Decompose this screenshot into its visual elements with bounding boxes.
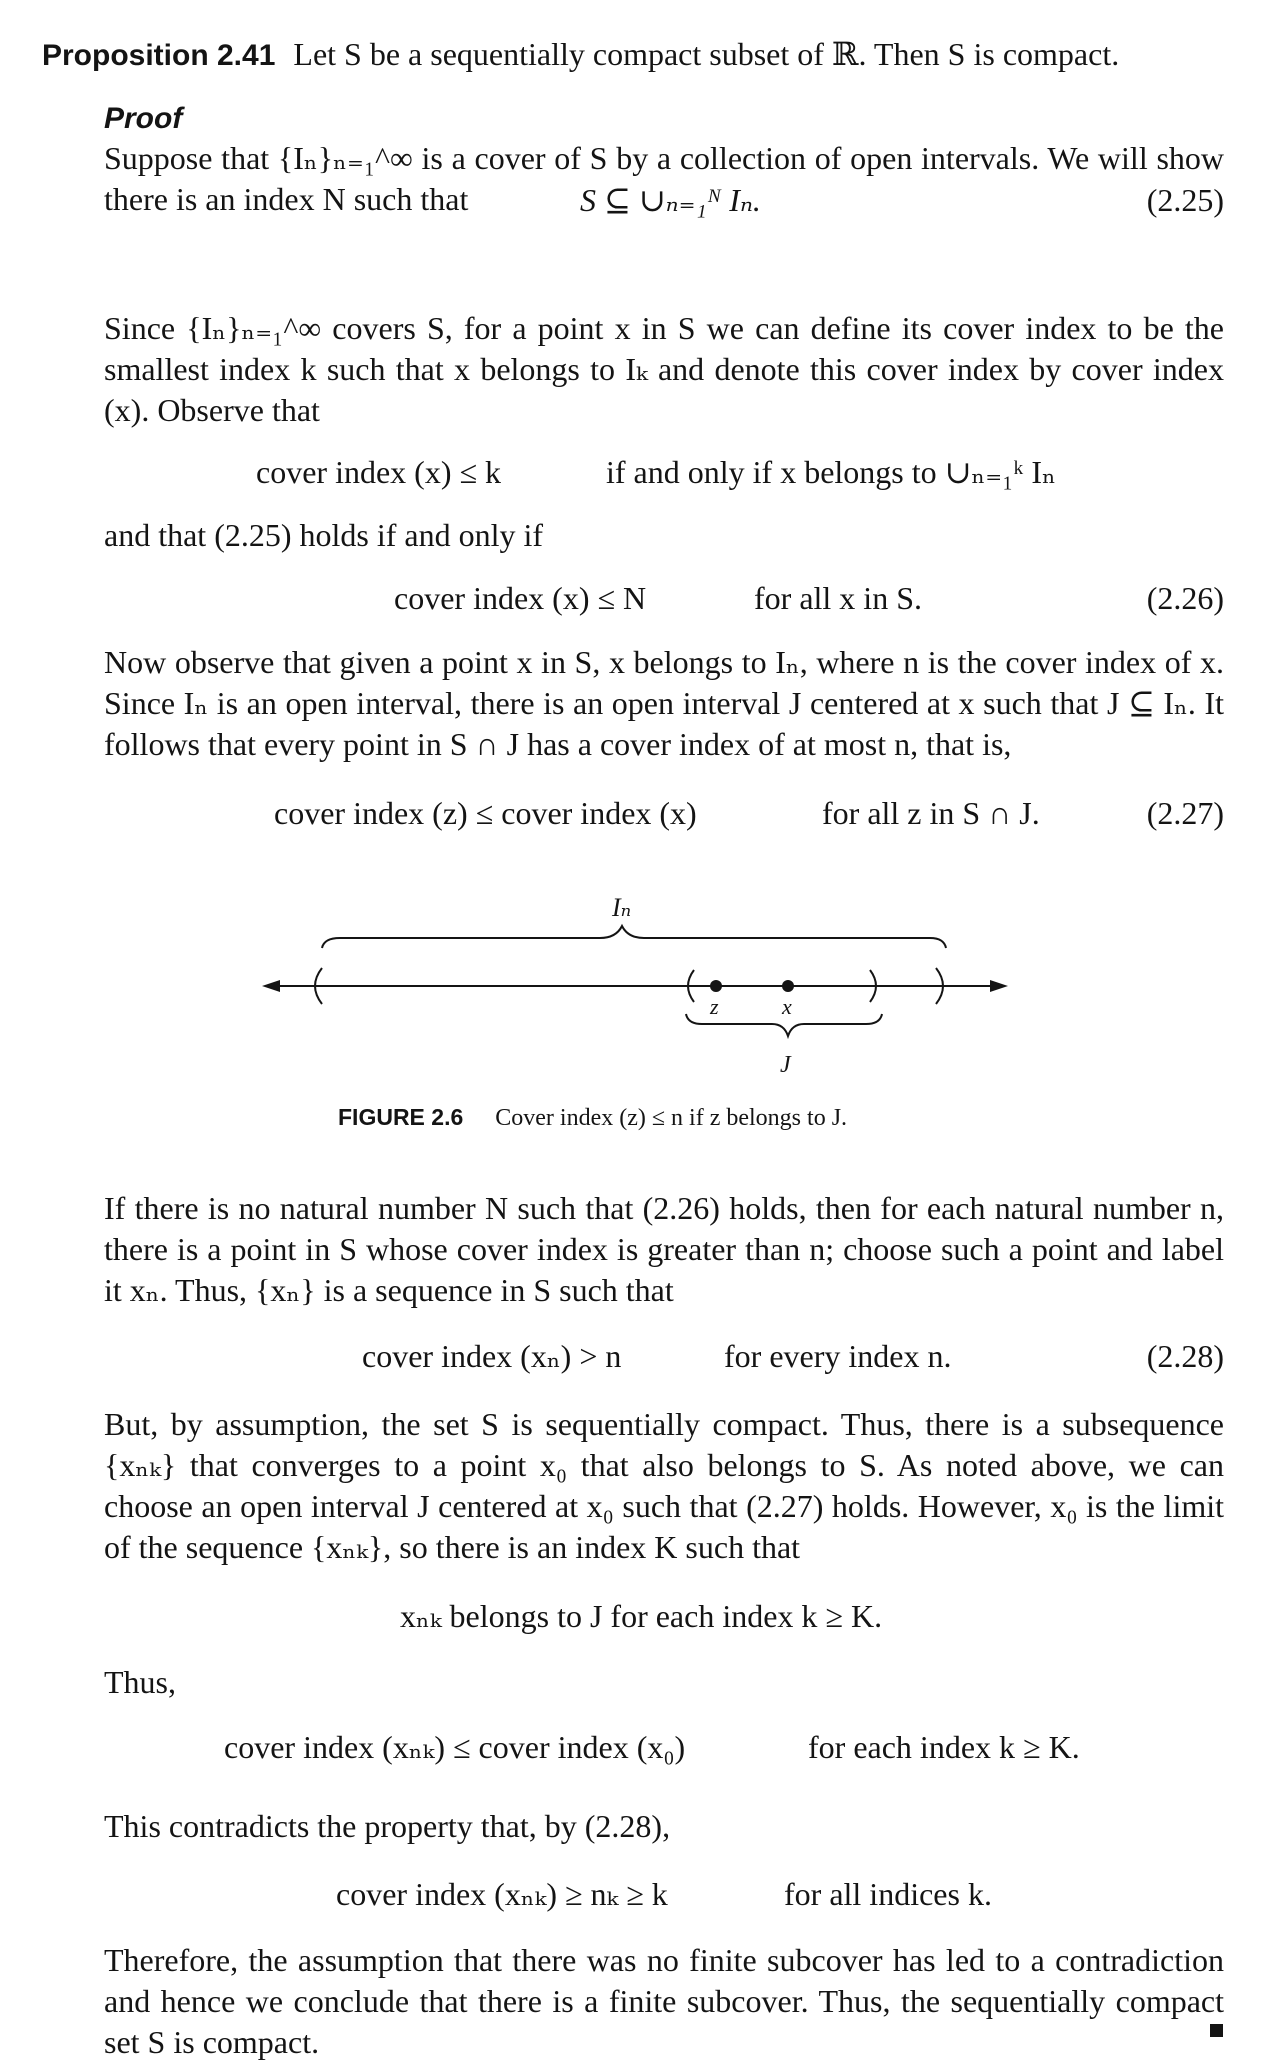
point-x: [782, 980, 794, 992]
equation-2-26-right: for all x in S.: [754, 580, 922, 616]
equation-iff-left: cover index (x) ≤ k: [256, 454, 502, 490]
equation-iff: [104, 452, 1224, 493]
equation-2-27: [104, 793, 1224, 834]
right-arrowhead: [990, 980, 1008, 992]
label-In: Iₙ: [612, 893, 632, 922]
label-J: J: [780, 1052, 791, 1078]
proof-paragraph-1: Suppose that {Iₙ}ₙ₌₁^∞ is a cover of S by a collection of open intervals. We will show there is an index N such that: [104, 140, 1224, 217]
brace-In: [322, 926, 946, 948]
label-z: z: [710, 994, 719, 1019]
proof-label: Proof: [104, 102, 183, 135]
equation-2-27-right: for all z in S ∩ J.: [822, 795, 1040, 831]
proof-paragraph-9: Therefore, the assumption that there was no finite subcover has led to a contradiction and hence we conclude that there is a finite subcover. Thus, the sequentially compact set S is compact.: [104, 1942, 1224, 2060]
equation-iff-right: if and only if x belongs to ∪ₙ₌₁ᵏ Iₙ: [606, 454, 1056, 490]
left-arrowhead: [262, 980, 280, 992]
equation-2-28-left: cover index (xₙ) > n: [362, 1338, 622, 1374]
equation-contradiction-left: cover index (xₙₖ) ≥ nₖ ≥ k: [336, 1876, 668, 1912]
equation-2-26-tag: (2.26): [1146, 580, 1224, 616]
equation-2-26-left: cover index (x) ≤ N: [394, 580, 647, 616]
equation-contradiction-right: for all indices k.: [784, 1876, 992, 1912]
label-x: x: [782, 994, 792, 1019]
figure-2-6: [250, 890, 1030, 1090]
proof-paragraph-3: and that (2.25) holds if and only if: [104, 517, 544, 553]
qed-symbol: [1210, 2024, 1223, 2037]
equation-contradiction: [104, 1874, 1224, 1915]
proposition-header: [42, 34, 1242, 76]
proposition-statement: Let S be a sequentially compact subset of ℝ. Then S is compact.: [293, 36, 1120, 72]
equation-belongs: [104, 1596, 1224, 1637]
proposition-label: Proposition 2.41: [42, 39, 276, 72]
equation-2-25: [104, 180, 1224, 221]
proof-paragraph-4: Now observe that given a point x in S, x belongs to Iₙ, where n is the cover index of x. Since Iₙ is an open interval, there is an open interval J centered at x such that J ⊆ Iₙ. It follows that every point in S ∩ J has a cover index of at most n, that is,: [104, 644, 1224, 762]
figure-label: FIGURE 2.6: [338, 1104, 464, 1130]
proof-paragraph-7: Thus,: [104, 1664, 176, 1700]
proof-paragraph-5: If there is no natural number N such that (2.26) holds, then for each natural number n, there is a point in S whose cover index is greater than n; choose such a point and label it xₙ. Thus, {xₙ} is a sequence in S such that: [104, 1190, 1224, 1308]
equation-2-27-tag: (2.27): [1146, 795, 1224, 831]
equation-2-28: [104, 1336, 1224, 1377]
figure-caption-text: Cover index (z) ≤ n if z belongs to J.: [495, 1105, 848, 1131]
equation-thus: [104, 1727, 1224, 1768]
equation-2-25-tag: (2.25): [1146, 182, 1224, 218]
proof-paragraph-8: This contradicts the property that, by (2.28),: [104, 1808, 671, 1844]
equation-thus-left: cover index (xₙₖ) ≤ cover index (x₀): [224, 1729, 686, 1765]
proof-paragraph-2: Since {Iₙ}ₙ₌₁^∞ covers S, for a point x in S we can define its cover index to be the smallest index k such that x belongs to Iₖ and denote this cover index by cover index (x). Observe that: [104, 310, 1224, 428]
equation-2-27-left: cover index (z) ≤ cover index (x): [274, 795, 697, 831]
equation-2-26: [104, 578, 1224, 619]
proof-paragraph-6: But, by assumption, the set S is sequentially compact. Thus, there is a subsequence {xₙₖ} that converges to a point x₀ that also belongs to S. As noted above, we can choose an open interval J centered at x₀ such that (2.27) holds. However, x₀ is the limit of the sequence {xₙₖ}, so there is an index K such that: [104, 1406, 1224, 1565]
equation-2-28-right: for every index n.: [724, 1338, 952, 1374]
equation-2-28-tag: (2.28): [1146, 1338, 1224, 1374]
equation-2-25-expr: S ⊆ ∪ₙ₌₁ᴺ Iₙ.: [580, 182, 761, 218]
point-z: [710, 980, 722, 992]
figure-caption: [338, 1097, 847, 1139]
equation-belongs-text: xₙₖ belongs to J for each index k ≥ K.: [400, 1598, 883, 1634]
equation-thus-right: for each index k ≥ K.: [808, 1729, 1080, 1765]
